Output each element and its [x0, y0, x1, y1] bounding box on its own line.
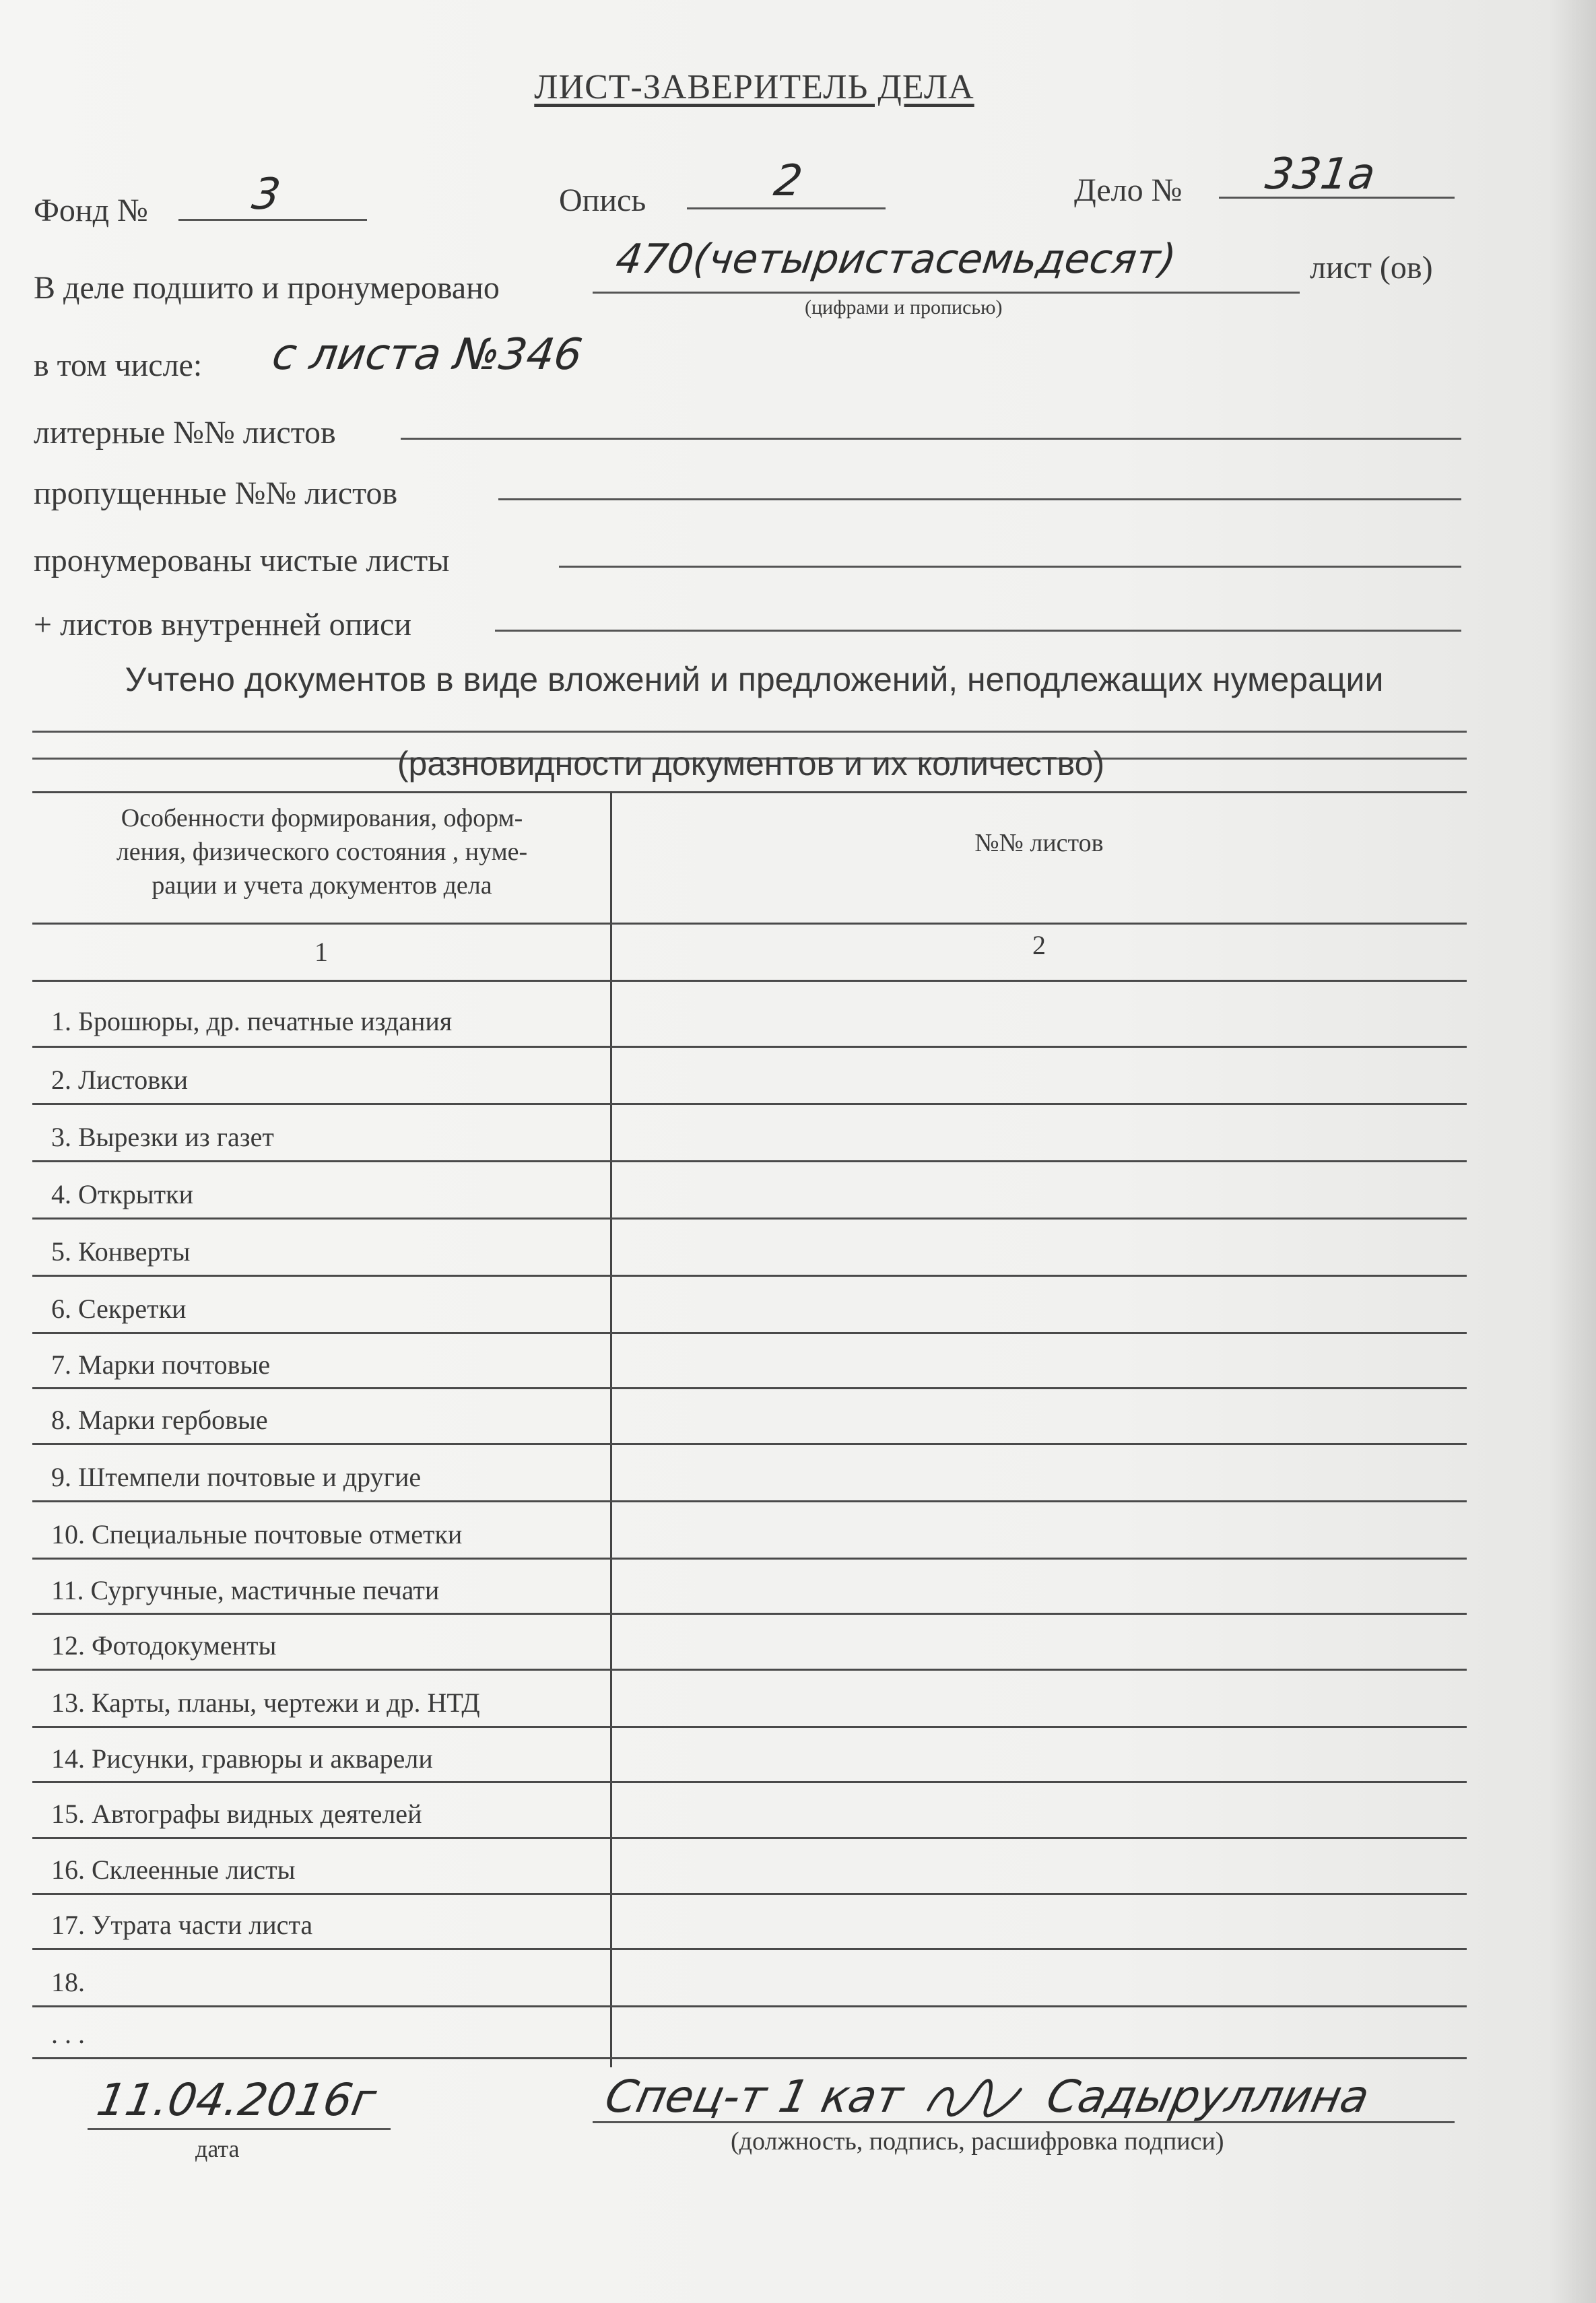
- row-divider: [32, 1781, 1467, 1783]
- row-divider: [32, 1669, 1467, 1671]
- including-value: с листа №346: [269, 330, 585, 380]
- numbered-suffix: лист (ов): [1310, 250, 1433, 286]
- numbered-label: В деле подшито и пронумеровано: [34, 270, 500, 306]
- row-divider: [32, 1332, 1467, 1334]
- opis-underline: [687, 207, 886, 209]
- row-divider: [32, 1387, 1467, 1389]
- table-row: 6. Секретки: [51, 1294, 187, 1324]
- varieties-caption: (разновидности документов и их количество): [397, 745, 1105, 782]
- table-row: 8. Марки гербовые: [51, 1405, 268, 1435]
- table-row: 14. Рисунки, гравюры и акварели: [51, 1743, 433, 1774]
- row-divider: [32, 2005, 1467, 2007]
- accounted-caption: Учтено документов в виде вложений и предложений, неподлежащих нумерации: [125, 661, 1384, 698]
- including-label: в том числе:: [34, 347, 203, 383]
- blank-label: пронумерованы чистые листы: [34, 543, 450, 578]
- row-divider: [32, 1500, 1467, 1502]
- delo-label: Дело №: [1074, 172, 1183, 208]
- table-row: 5. Конверты: [51, 1236, 191, 1267]
- table-bottom-border: [32, 2057, 1467, 2059]
- row-divider: [32, 1217, 1467, 1220]
- date-label: дата: [195, 2135, 240, 2162]
- table-header-left-line: рации и учета документов дела: [152, 871, 492, 900]
- table-header-right: №№ листов: [974, 829, 1104, 857]
- row-divider: [32, 1893, 1467, 1895]
- table-header-left: [39, 801, 605, 902]
- table-row: . . .: [51, 2019, 85, 2049]
- table-row: 11. Сургучные, мастичные печати: [51, 1575, 440, 1605]
- table-row: 17. Утрата части листа: [51, 1910, 313, 1940]
- inner-label: + листов внутренней описи: [34, 607, 411, 642]
- row-divider: [32, 1726, 1467, 1728]
- table-row: 3. Вырезки из газет: [51, 1122, 274, 1152]
- fond-value: 3: [248, 170, 284, 220]
- document-title: ЛИСТ-ЗАВЕРИТЕЛЬ ДЕЛА: [534, 68, 974, 106]
- table-row: 15. Автографы видных деятелей: [51, 1799, 422, 1829]
- table-column-divider: [610, 791, 612, 2067]
- table-row: 4. Открытки: [51, 1179, 193, 1209]
- numbered-value: 470(четыристасемьдесят): [613, 236, 1179, 283]
- table-row: 13. Карты, планы, чертежи и др. НТД: [51, 1688, 480, 1718]
- signature-label: (должность, подпись, расшифровка подписи): [731, 2127, 1224, 2156]
- literal-label: литерные №№ листов: [34, 415, 336, 450]
- signature-name: Садыруллина: [1042, 2071, 1374, 2123]
- row-divider: [32, 1837, 1467, 1839]
- row-divider: [32, 1275, 1467, 1277]
- table-row: 9. Штемпели почтовые и другие: [51, 1462, 422, 1492]
- caption-underline-1: [32, 731, 1467, 733]
- table-row: 7. Марки почтовые: [51, 1349, 271, 1380]
- signature-position: Спец-т 1 кат: [600, 2071, 908, 2123]
- signature-underline: [593, 2121, 1455, 2123]
- table-number-row-bottom: [32, 980, 1467, 982]
- row-divider: [32, 1103, 1467, 1105]
- missing-label: пропущенные №№ листов: [34, 475, 398, 511]
- row-divider: [32, 1046, 1467, 1048]
- fond-label: Фонд №: [34, 193, 148, 228]
- date-underline: [88, 2128, 391, 2130]
- opis-label: Опись: [559, 182, 646, 218]
- handwritten-signature: [919, 2076, 1030, 2123]
- table-header-bottom: [32, 923, 1467, 925]
- literal-underline: [401, 438, 1461, 440]
- column-number-left: 1: [314, 937, 328, 967]
- blank-underline: [559, 566, 1461, 568]
- table-top-border: [32, 791, 1467, 793]
- table-row: 12. Фотодокументы: [51, 1630, 277, 1661]
- table-row: 2. Листовки: [51, 1065, 188, 1095]
- table-header-left-line: ления, физического состояния , нуме-: [116, 838, 528, 866]
- page-edge-shadow: [1549, 0, 1596, 2303]
- delo-value: 331а: [1262, 149, 1378, 199]
- table-header-left-line: Особенности формирования, оформ-: [121, 804, 523, 832]
- table-row: 18.: [51, 1967, 85, 1997]
- handwritten-date: 11.04.2016г: [93, 2074, 380, 2126]
- row-divider: [32, 1160, 1467, 1162]
- inner-underline: [495, 630, 1461, 632]
- column-number-right: 2: [1032, 930, 1046, 960]
- numbered-underline: [593, 292, 1300, 294]
- table-row: 1. Брошюры, др. печатные издания: [51, 1006, 453, 1036]
- row-divider: [32, 1613, 1467, 1615]
- table-row: 10. Специальные почтовые отметки: [51, 1519, 463, 1549]
- opis-value: 2: [770, 156, 805, 206]
- row-divider: [32, 1443, 1467, 1445]
- table-row: 16. Склеенные листы: [51, 1855, 296, 1885]
- missing-underline: [498, 498, 1461, 500]
- row-divider: [32, 1948, 1467, 1950]
- numbered-hint: (цифрами и прописью): [805, 296, 1003, 319]
- handwritten-position: [601, 2071, 1374, 2123]
- row-divider: [32, 1558, 1467, 1560]
